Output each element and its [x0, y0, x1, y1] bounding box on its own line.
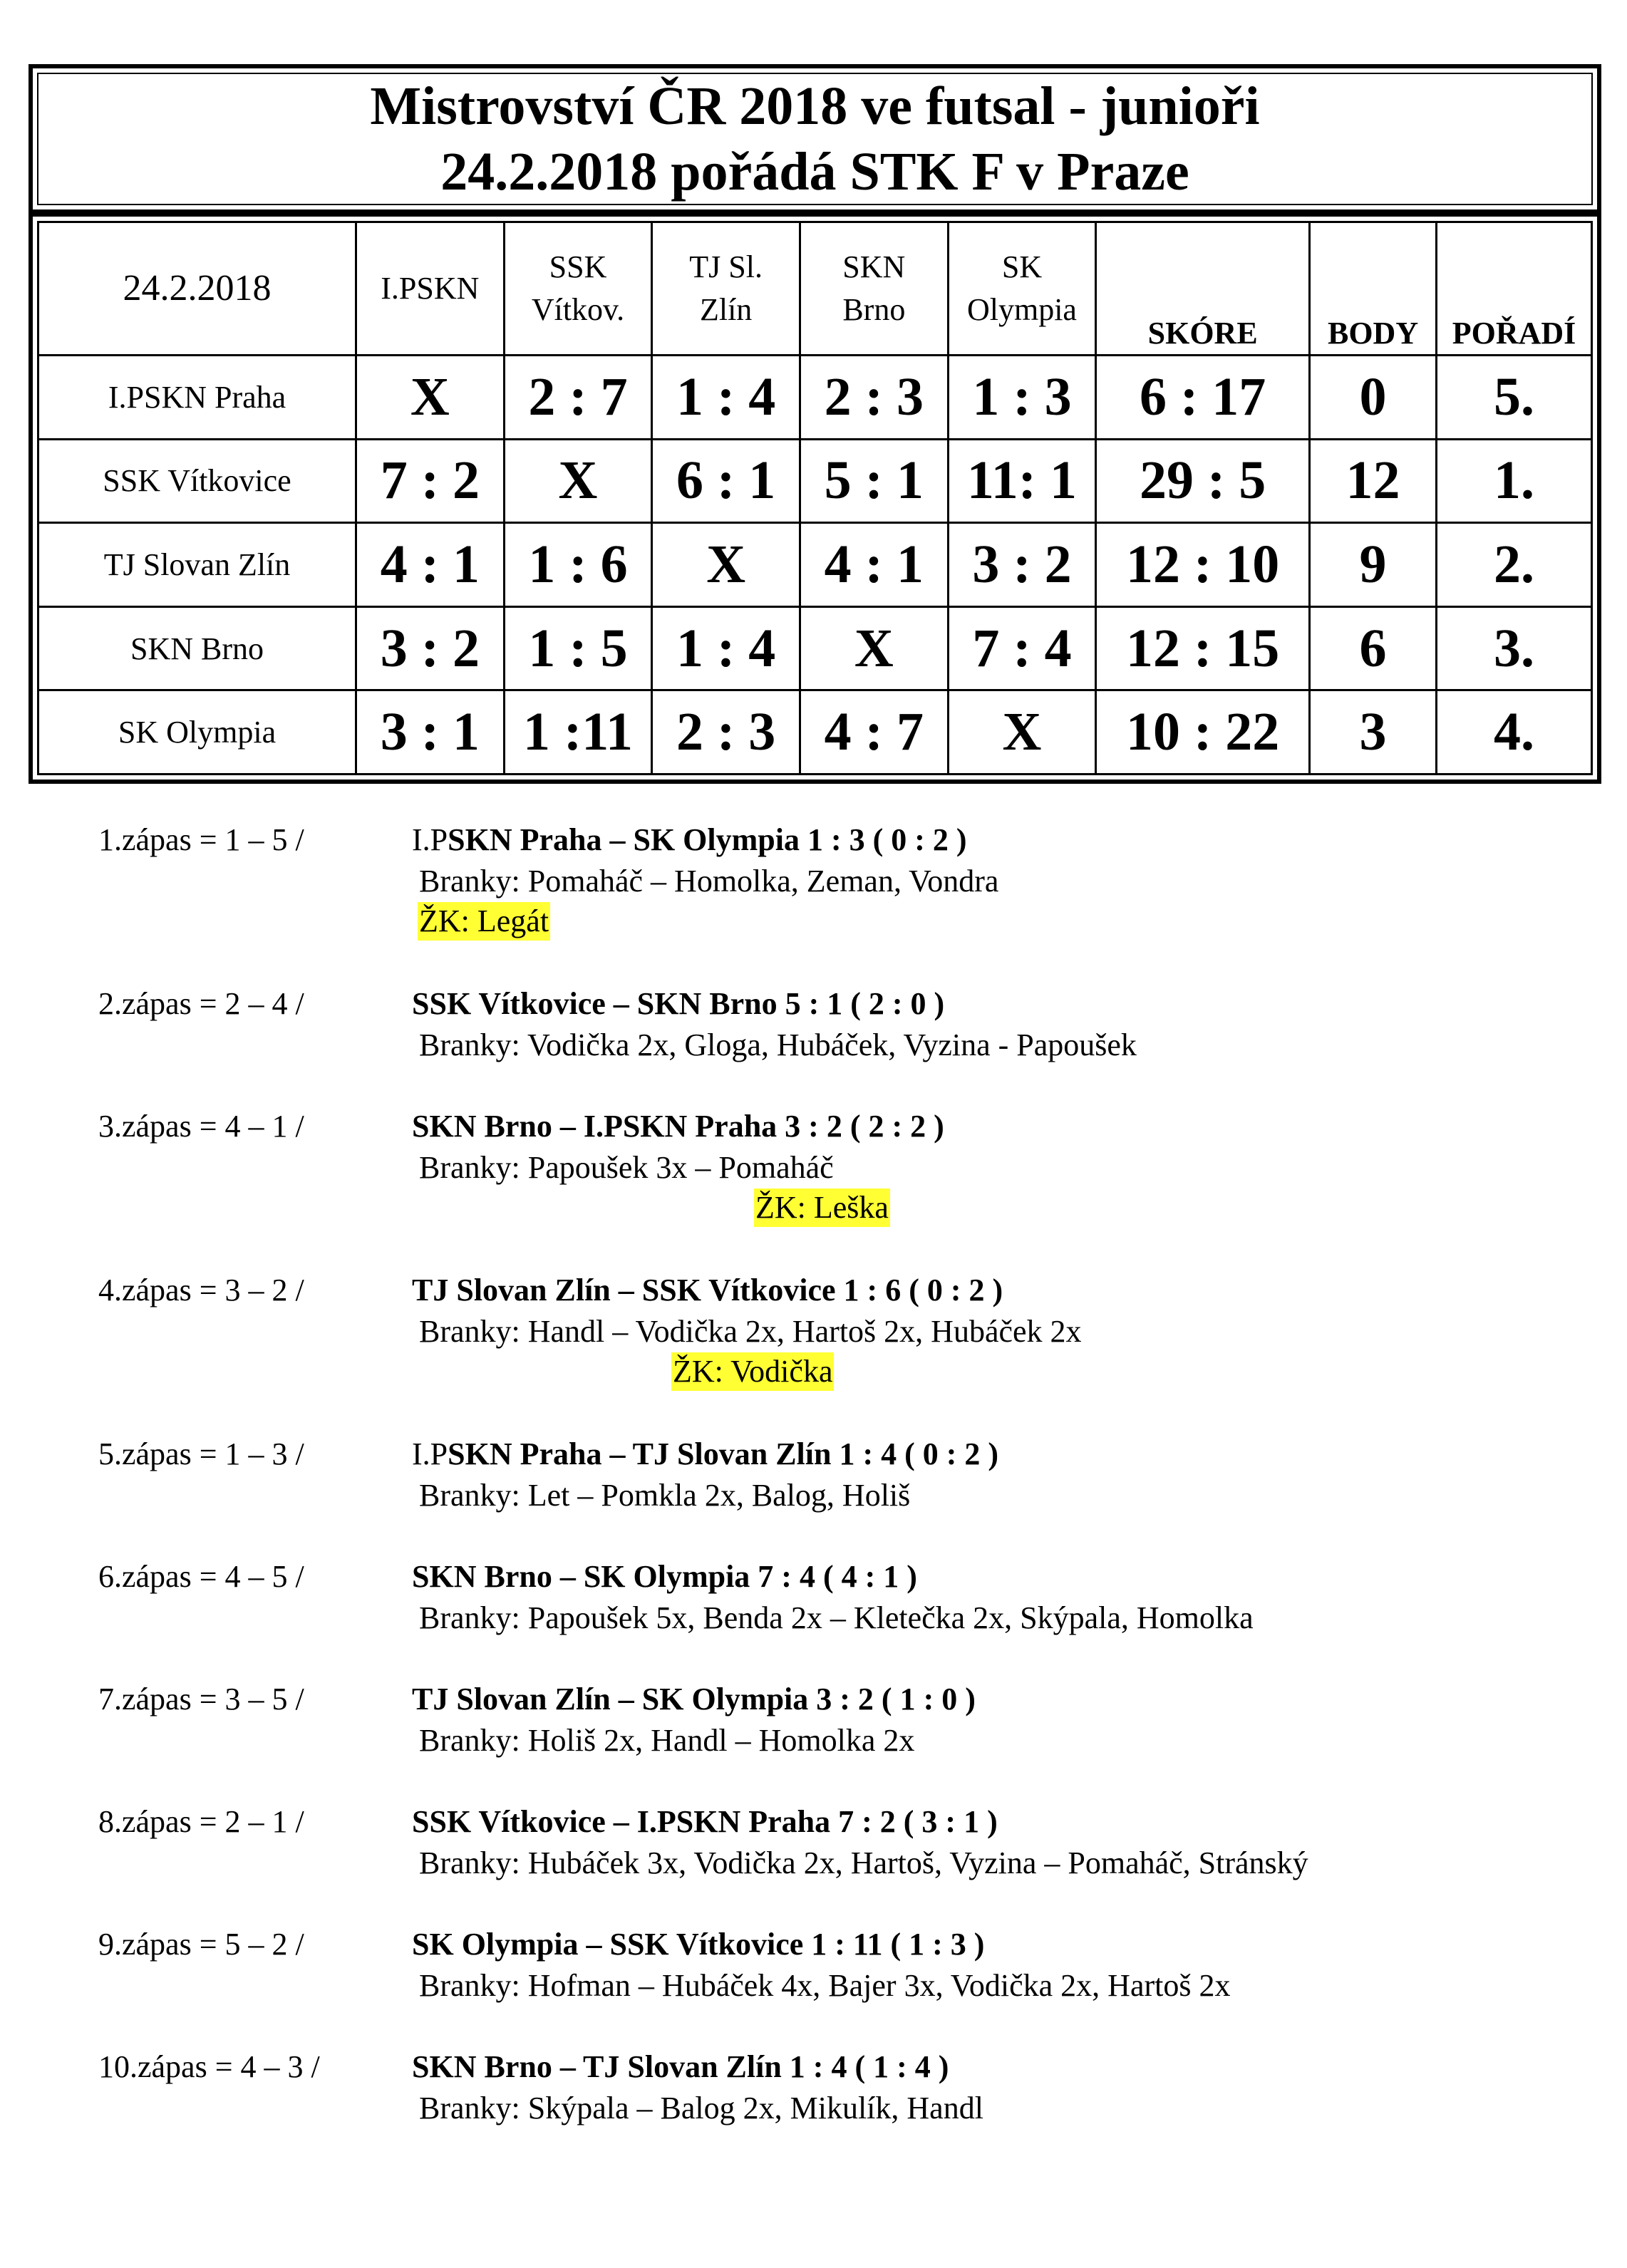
match-item: [98, 983, 1581, 1106]
results-table-box: [29, 214, 1601, 784]
match-goals: Branky: Holiš 2x, Handl – Homolka 2x: [419, 1723, 915, 1758]
score-cell: 2 : 3: [652, 690, 800, 775]
match-heading: I.PSKN Praha – SK Olympia 1 : 3 ( 0 : 2 ): [412, 822, 967, 857]
match-heading: SKN Brno – TJ Slovan Zlín 1 : 4 ( 1 : 4 ): [412, 2049, 949, 2084]
score-cell: X: [652, 523, 800, 607]
match-heading: SKN Brno – I.PSKN Praha 3 : 2 ( 2 : 2 ): [412, 1109, 944, 1144]
match-item: [98, 1801, 1581, 1924]
match-goals: Branky: Let – Pomkla 2x, Balog, Holiš: [419, 1478, 911, 1513]
match-goals: Branky: Pomaháč – Homolka, Zeman, Vondra: [419, 864, 999, 899]
score-cell: 1 :11: [504, 690, 652, 775]
match-label: 10.zápas = 4 – 3 /: [98, 2049, 320, 2084]
body-cell: 6: [1310, 606, 1437, 690]
table-row: [38, 439, 1592, 523]
yellow-card-note: ŽK: Legát: [418, 902, 550, 941]
results-table: [37, 221, 1593, 775]
score-cell: 3 : 2: [948, 523, 1096, 607]
header-team-3: TJ Sl. Zlín: [652, 222, 800, 356]
match-item: [98, 1270, 1581, 1434]
match-heading: SSK Vítkovice – I.PSKN Praha 7 : 2 ( 3 : 1 ): [412, 1804, 998, 1839]
header-team-4: SKN Brno: [800, 222, 948, 356]
yellow-card-note: ŽK: Vodička: [671, 1352, 834, 1391]
score-cell: 4 : 7: [800, 690, 948, 775]
match-item: [98, 1679, 1581, 1801]
header-skore: SKÓRE: [1096, 222, 1310, 356]
title-box: [29, 64, 1601, 214]
row-team: TJ Slovan Zlín: [38, 523, 356, 607]
header-date: 24.2.2018: [38, 222, 356, 356]
score-cell: 3 : 2: [356, 606, 505, 690]
match-heading: SKN Brno – SK Olympia 7 : 4 ( 4 : 1 ): [412, 1559, 917, 1594]
match-goals: Branky: Vodička 2x, Gloga, Hubáček, Vyzina - Papoušek: [419, 1027, 1137, 1062]
match-goals: Branky: Handl – Vodička 2x, Hartoš 2x, Hubáček 2x: [419, 1314, 1082, 1349]
score-cell: 2 : 7: [504, 355, 652, 439]
match-heading: SSK Vítkovice – SKN Brno 5 : 1 ( 2 : 0 ): [412, 986, 945, 1021]
row-team: SSK Vítkovice: [38, 439, 356, 523]
match-heading: I.PSKN Praha – TJ Slovan Zlín 1 : 4 ( 0 : 2 ): [412, 1436, 999, 1471]
match-item: [98, 1106, 1581, 1270]
title-line-1: Mistrovství ČR 2018 ve futsal - junioři: [370, 76, 1260, 136]
match-item: [98, 1924, 1581, 2046]
match-heading: SK Olympia – SSK Vítkovice 1 : 11 ( 1 : 3 ): [412, 1927, 985, 1962]
score-cell: 1 : 3: [948, 355, 1096, 439]
match-goals: Branky: Papoušek 5x, Benda 2x – Kletečka 2x, Skýpala, Homolka: [419, 1600, 1254, 1635]
match-item: [98, 1434, 1581, 1556]
header-body: BODY: [1310, 222, 1437, 356]
header-team-1: I.PSKN: [356, 222, 505, 356]
body-cell: 0: [1310, 355, 1437, 439]
match-goals: Branky: Hofman – Hubáček 4x, Bajer 3x, Vodička 2x, Hartoš 2x: [419, 1968, 1231, 2003]
score-cell: 1 : 6: [504, 523, 652, 607]
score-cell: 3 : 1: [356, 690, 505, 775]
match-label: 9.zápas = 5 – 2 /: [98, 1927, 304, 1962]
table-row: [38, 690, 1592, 775]
match-item: [98, 2046, 1581, 2169]
poradi-cell: 4.: [1437, 690, 1592, 775]
score-cell: 11: 1: [948, 439, 1096, 523]
match-goals: Branky: Skýpala – Balog 2x, Mikulík, Handl: [419, 2091, 983, 2125]
yellow-card-note: ŽK: Leška: [754, 1189, 890, 1227]
poradi-cell: 1.: [1437, 439, 1592, 523]
header-row: [38, 222, 1592, 356]
score-cell: 5 : 1: [800, 439, 948, 523]
match-label: 8.zápas = 2 – 1 /: [98, 1804, 304, 1839]
score-cell: 1 : 4: [652, 355, 800, 439]
header-team-2: SSK Vítkov.: [504, 222, 652, 356]
match-goals: Branky: Hubáček 3x, Vodička 2x, Hartoš, Vyzina – Pomaháč, Stránský: [419, 1845, 1308, 1880]
poradi-cell: 2.: [1437, 523, 1592, 607]
score-cell: 1 : 5: [504, 606, 652, 690]
match-label: 7.zápas = 3 – 5 /: [98, 1682, 304, 1716]
row-team: I.PSKN Praha: [38, 355, 356, 439]
row-team: SK Olympia: [38, 690, 356, 775]
poradi-cell: 5.: [1437, 355, 1592, 439]
table-row: [38, 355, 1592, 439]
score-cell: 7 : 2: [356, 439, 505, 523]
match-label: 4.zápas = 3 – 2 /: [98, 1273, 304, 1308]
title-inner: [37, 73, 1593, 205]
match-label: 5.zápas = 1 – 3 /: [98, 1436, 304, 1471]
header-team-5: SK Olympia: [948, 222, 1096, 356]
score-cell: 2 : 3: [800, 355, 948, 439]
match-label: 3.zápas = 4 – 1 /: [98, 1109, 304, 1144]
match-heading: TJ Slovan Zlín – SSK Vítkovice 1 : 6 ( 0 : 2 ): [412, 1273, 1003, 1308]
body-cell: 12: [1310, 439, 1437, 523]
score-cell: X: [504, 439, 652, 523]
skore-cell: 6 : 17: [1096, 355, 1310, 439]
score-cell: 1 : 4: [652, 606, 800, 690]
score-cell: 4 : 1: [356, 523, 505, 607]
body-cell: 3: [1310, 690, 1437, 775]
score-cell: 7 : 4: [948, 606, 1096, 690]
match-label: 1.zápas = 1 – 5 /: [98, 822, 304, 857]
skore-cell: 12 : 10: [1096, 523, 1310, 607]
match-list: [98, 819, 1581, 2169]
table-row: [38, 606, 1592, 690]
title-line-2: 24.2.2018 pořádá STK F v Praze: [440, 142, 1189, 202]
body-cell: 9: [1310, 523, 1437, 607]
match-item: [98, 819, 1581, 983]
score-cell: 6 : 1: [652, 439, 800, 523]
score-cell: X: [356, 355, 505, 439]
table-row: [38, 523, 1592, 607]
match-item: [98, 1556, 1581, 1679]
skore-cell: 29 : 5: [1096, 439, 1310, 523]
match-heading: TJ Slovan Zlín – SK Olympia 3 : 2 ( 1 : 0 ): [412, 1682, 976, 1716]
score-cell: X: [800, 606, 948, 690]
header-poradi: POŘADÍ: [1437, 222, 1592, 356]
match-label: 2.zápas = 2 – 4 /: [98, 986, 304, 1021]
skore-cell: 12 : 15: [1096, 606, 1310, 690]
match-goals: Branky: Papoušek 3x – Pomaháč: [419, 1150, 834, 1185]
match-label: 6.zápas = 4 – 5 /: [98, 1559, 304, 1594]
score-cell: 4 : 1: [800, 523, 948, 607]
poradi-cell: 3.: [1437, 606, 1592, 690]
row-team: SKN Brno: [38, 606, 356, 690]
skore-cell: 10 : 22: [1096, 690, 1310, 775]
score-cell: X: [948, 690, 1096, 775]
